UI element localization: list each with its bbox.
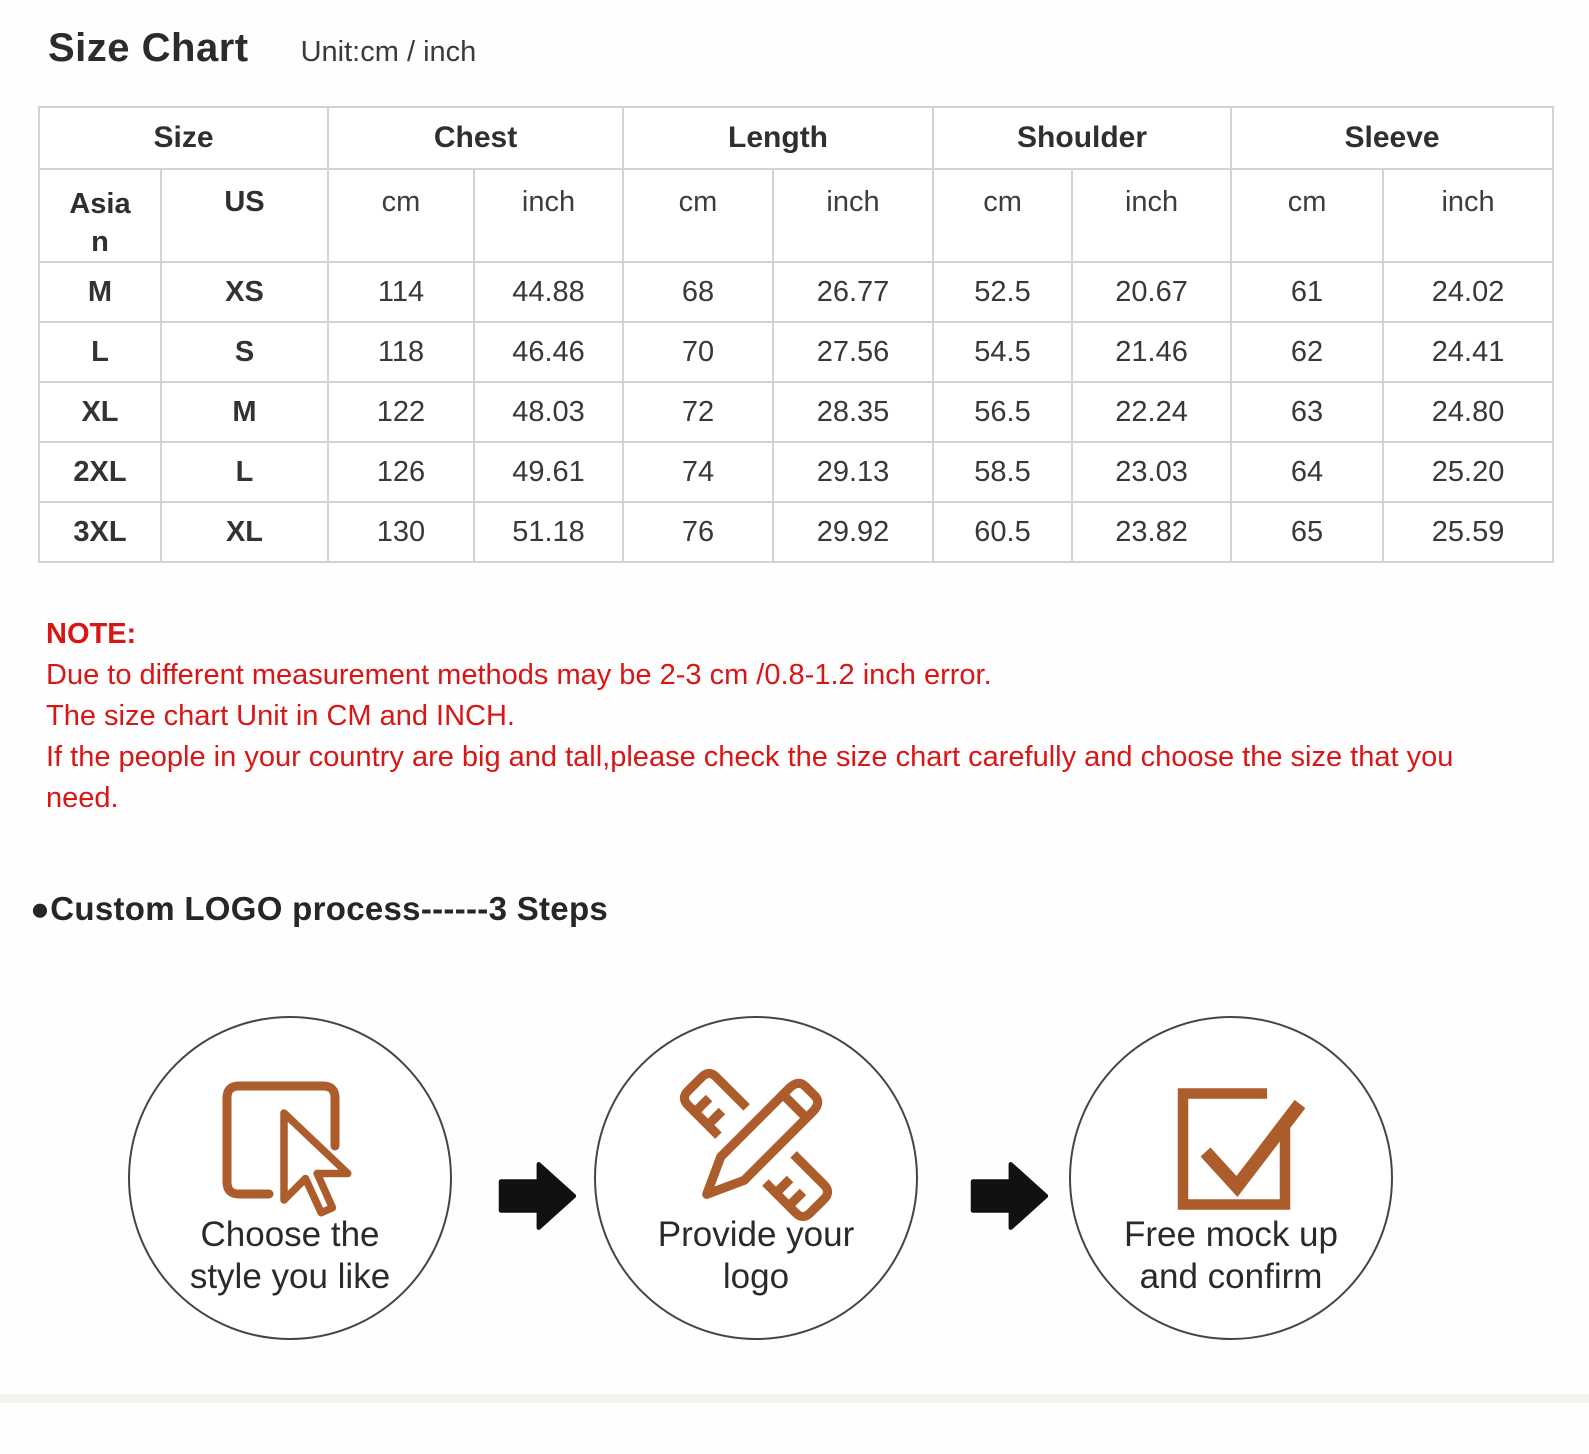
size-table	[38, 106, 1554, 563]
measure-cell: 20.67	[1072, 262, 1231, 322]
col-group-size: Size	[39, 107, 328, 169]
measure-cell: 64	[1231, 442, 1383, 502]
step-label-line: Provide your	[657, 1215, 855, 1254]
measure-cell: 23.03	[1072, 442, 1231, 502]
process-step-3	[1069, 1016, 1393, 1340]
measure-cell: 70	[623, 322, 773, 382]
subheader-chest-inch: inch	[474, 169, 623, 262]
subheader-sleeve-cm: cm	[1231, 169, 1383, 262]
measure-cell: 58.5	[933, 442, 1072, 502]
measure-cell: 24.80	[1383, 382, 1553, 442]
measure-cell: 68	[623, 262, 773, 322]
arrow-right-icon	[494, 1150, 580, 1242]
col-group-shoulder: Shoulder	[933, 107, 1231, 169]
measure-cell: 49.61	[474, 442, 623, 502]
measure-cell: 63	[1231, 382, 1383, 442]
measure-cell: 26.77	[773, 262, 933, 322]
step-label-line: style you like	[189, 1257, 391, 1296]
header	[48, 26, 476, 71]
size-cell: XS	[161, 262, 328, 322]
col-group-length: Length	[623, 107, 933, 169]
measure-cell: 118	[328, 322, 474, 382]
measure-cell: 25.59	[1383, 502, 1553, 562]
cursor-click-icon	[212, 1074, 368, 1224]
subheader-shoulder-inch: inch	[1072, 169, 1231, 262]
measure-cell: 28.35	[773, 382, 933, 442]
process-step-2	[594, 1016, 918, 1340]
subheader-length-cm: cm	[623, 169, 773, 262]
measure-cell: 22.24	[1072, 382, 1231, 442]
subheader-us: US	[161, 169, 328, 262]
note-block	[46, 614, 1506, 819]
measure-cell: 24.41	[1383, 322, 1553, 382]
pencil-ruler-icon	[673, 1062, 839, 1228]
measure-cell: 27.56	[773, 322, 933, 382]
size-cell: 2XL	[39, 442, 161, 502]
measure-cell: 126	[328, 442, 474, 502]
measure-cell: 25.20	[1383, 442, 1553, 502]
size-cell: XL	[161, 502, 328, 562]
size-cell: L	[161, 442, 328, 502]
measure-cell: 51.18	[474, 502, 623, 562]
measure-cell: 65	[1231, 502, 1383, 562]
size-cell: L	[39, 322, 161, 382]
table-row	[39, 502, 1553, 562]
check-square-icon	[1152, 1074, 1310, 1224]
measure-cell: 130	[328, 502, 474, 562]
measure-cell: 29.92	[773, 502, 933, 562]
table-row	[39, 382, 1553, 442]
measure-cell: 21.46	[1072, 322, 1231, 382]
step-label	[1071, 1214, 1391, 1298]
measure-cell: 74	[623, 442, 773, 502]
measure-cell: 23.82	[1072, 502, 1231, 562]
measure-cell: 114	[328, 262, 474, 322]
note-label: NOTE:	[46, 618, 137, 650]
note-line: Due to different measurement methods may be 2-3 cm /0.8-1.2 inch error.	[46, 659, 992, 691]
size-cell: S	[161, 322, 328, 382]
subheader-shoulder-cm: cm	[933, 169, 1072, 262]
section-divider	[0, 1394, 1589, 1403]
measure-cell: 76	[623, 502, 773, 562]
subheader-length-inch: inch	[773, 169, 933, 262]
table-group-header-row	[39, 107, 1553, 169]
measure-cell: 24.02	[1383, 262, 1553, 322]
step-label-line: Choose the	[200, 1215, 380, 1254]
col-group-sleeve: Sleeve	[1231, 107, 1553, 169]
measure-cell: 54.5	[933, 322, 1072, 382]
measure-cell: 61	[1231, 262, 1383, 322]
table-row	[39, 322, 1553, 382]
measure-cell: 122	[328, 382, 474, 442]
table-unit-header-row	[39, 169, 1553, 262]
page-title: Size Chart	[48, 26, 249, 70]
measure-cell: 72	[623, 382, 773, 442]
step-label	[130, 1214, 450, 1298]
step-label	[596, 1214, 916, 1298]
measure-cell: 56.5	[933, 382, 1072, 442]
measure-cell: 62	[1231, 322, 1383, 382]
process-step-1	[128, 1016, 452, 1340]
measure-cell: 48.03	[474, 382, 623, 442]
size-cell: M	[161, 382, 328, 442]
note-line: The size chart Unit in CM and INCH.	[46, 700, 515, 732]
size-cell: M	[39, 262, 161, 322]
measure-cell: 44.88	[474, 262, 623, 322]
col-group-chest: Chest	[328, 107, 623, 169]
measure-cell: 60.5	[933, 502, 1072, 562]
step-label-line: and confirm	[1139, 1257, 1323, 1296]
size-cell: XL	[39, 382, 161, 442]
step-label-line: logo	[722, 1257, 790, 1296]
table-row	[39, 442, 1553, 502]
subheader-chest-cm: cm	[328, 169, 474, 262]
subheader-asian: Asian	[39, 169, 161, 262]
unit-label: Unit:cm / inch	[300, 36, 477, 68]
size-cell: 3XL	[39, 502, 161, 562]
step-label-line: Free mock up	[1124, 1215, 1338, 1254]
measure-cell: 52.5	[933, 262, 1072, 322]
measure-cell: 29.13	[773, 442, 933, 502]
subheader-sleeve-inch: inch	[1383, 169, 1553, 262]
arrow-right-icon	[966, 1150, 1052, 1242]
table-row	[39, 262, 1553, 322]
process-heading: ●Custom LOGO process------3 Steps	[30, 890, 609, 927]
note-line: If the people in your country are big and tall,please check the size chart carefully and choose the size that you need.	[46, 741, 1454, 814]
measure-cell: 46.46	[474, 322, 623, 382]
